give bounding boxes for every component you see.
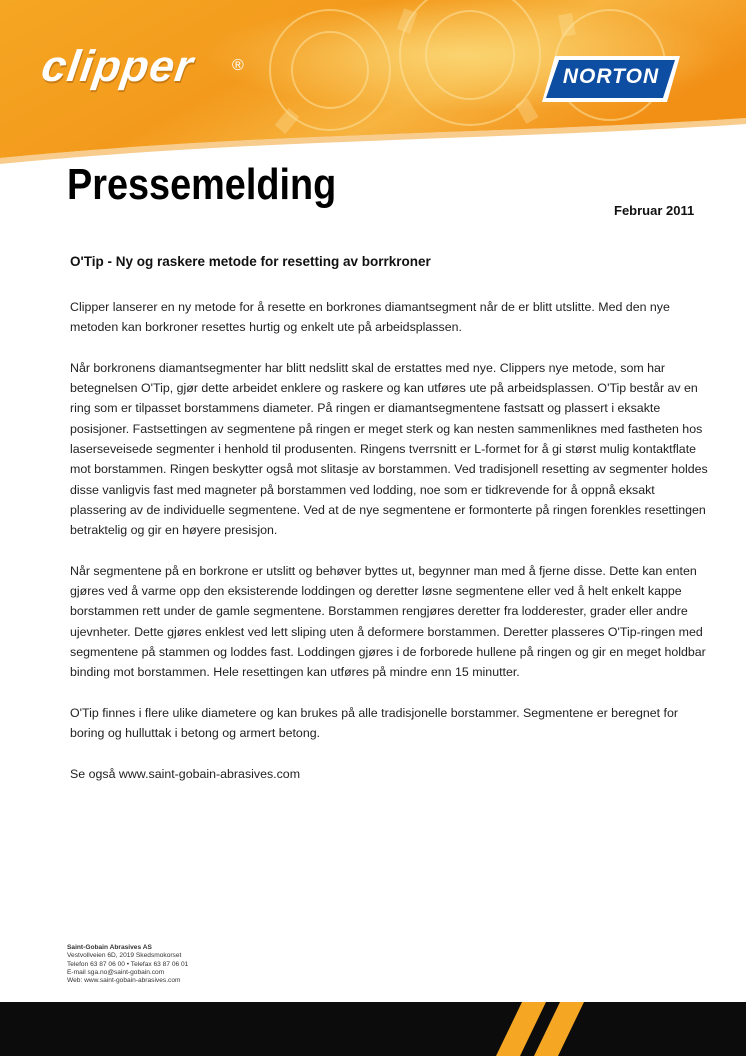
body-paragraph-link-reference: Se også www.saint-gobain-abrasives.com xyxy=(70,766,301,781)
body-paragraph: Når borkronens diamantsegmenter har blitt nedslitt skal de erstattes med nye. Clippers nye metode, som har betegnelsen O'Tip, gjør dette arbeidet enklere og raskere og kan utføres ute på arbeidsplassen. O'Tip består av en ring som er tilpasset borstammens diameter. På ringen er diamantsegmentene fastsatt og plassert i eksakte posisjoner. Fastsettingen av segmentene på ringen er meget sterk og kan nesten sammenliknes med fastheten hos laserseveisede segmenter i henhold til produsenten. Ringens tverrsnitt er L-formet for å gi størst mulig kontaktflate mot borstammen. Ringen beskytter også mot slitasje av borstammen. Ved tradisjonell resetting av segmenter holdes disse vanligvis fast med magneter på borstammen ved lodding, noe som er tidkrevende for å oppnå eksakt plassering av de individuelle segmentene. Ved at de nye segmentene er formonterte på ringen forenkles resettingen betraktelig og gir en høyere presisjon. xyxy=(70,360,708,538)
company-web: Web: www.saint-gobain-abrasives.com xyxy=(67,977,181,985)
norton-logo xyxy=(541,54,681,104)
company-email: E-mail sga.no@saint-gobain.com xyxy=(67,968,165,976)
registered-mark: ® xyxy=(232,57,244,74)
body-paragraph: Når segmentene på en borkrone er utslitt og behøver byttes ut, begynner man med å fjerne disse. Dette kan enten gjøres ved å varme opp den eksisterende loddingen og deretter løsne segmentene eller ved å helt enkelt kappe borstammen rett under de gamle segmentene. Borstammen rengjøres deretter fra lodderester, grader eller andre ujevnheter. Dette gjøres enklest ved lett sliping uten å deformere borstammen. Deretter plasseres O'Tip-ringen med segmentene på stammen og loddes fast. Loddingen gjøres i de forborede hullene på ringen og gir en meget holdbar binding mot borstammen. Hele resettingen kan utføres på mindre enn 15 minutter. xyxy=(70,563,706,680)
company-address: Vestvollveien 6D, 2019 Skedsmokorset xyxy=(67,952,182,960)
body-paragraph: O'Tip finnes i flere ulike diametere og kan brukes på alle tradisjonelle borstammer. Segmentene er beregnet for boring og hulluttak i betong og armert betong. xyxy=(70,705,678,741)
press-release-body xyxy=(70,297,710,804)
page-title: Pressemelding xyxy=(67,160,337,209)
header-banner xyxy=(0,0,746,165)
body-paragraph: Clipper lanserer en ny metode for å resette en borkrones diamantsegment når de er blitt utslitte. Med den nye metoden kan borkroner resettes hurtig og enkelt ute på arbeidsplassen. xyxy=(70,300,670,335)
footer-bar xyxy=(0,1002,746,1056)
press-release-headline: O'Tip - Ny og raskere metode for resetting av borrkroner xyxy=(70,254,431,269)
footer-stripes xyxy=(0,1002,746,1056)
company-phone: Telefon 63 87 06 00 • Telefax 63 87 06 01 xyxy=(67,960,189,968)
release-date: Februar 2011 xyxy=(614,203,695,218)
clipper-logo: clipper xyxy=(38,42,197,91)
company-name: Saint-Gobain Abrasives AS xyxy=(67,944,152,951)
company-contact-info xyxy=(67,944,188,985)
norton-logo-text: NORTON xyxy=(562,65,660,88)
